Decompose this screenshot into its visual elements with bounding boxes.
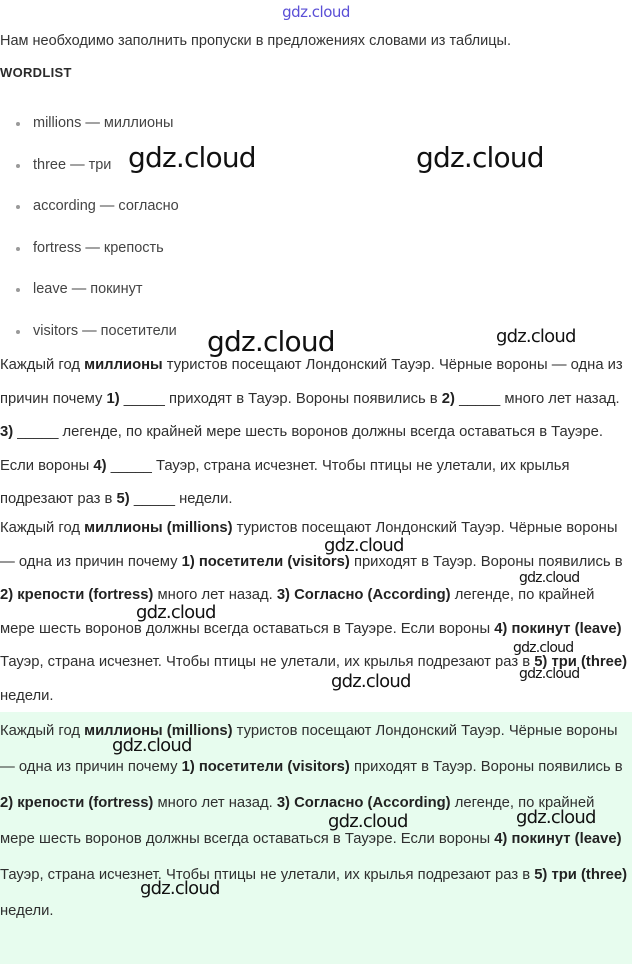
wordlist-heading: WORDLIST (0, 65, 72, 80)
watermark: gdz.cloud (324, 535, 404, 556)
watermark: gdz.cloud (331, 671, 411, 692)
watermark: gdz.cloud (416, 141, 544, 174)
watermark: gdz.cloud (112, 735, 192, 756)
list-item: visitors — посетители (14, 311, 179, 353)
watermark: gdz.cloud (128, 141, 256, 174)
list-item: according — согласно (14, 186, 179, 228)
list-item: millions — миллионы (14, 103, 179, 145)
list-item: fortress — крепость (14, 228, 179, 270)
intro-text: Нам необходимо заполнить пропуски в предложениях словами из таблицы. (0, 33, 511, 49)
watermark: gdz.cloud (513, 640, 574, 656)
list-item: three — три (14, 145, 179, 187)
watermark: gdz.cloud (136, 602, 216, 623)
solution-text: Каждый год миллионы (millions) туристов посещают Лондонский Тауэр. Чёрные вороны — одна из причин почему 1) посетители (visitors) приходят в Тауэр. Вороны появились в 2) крепости (fortress) много лет назад. 3) Согласно (According) легенде, по крайней мере шесть воронов должны всегда оставаться в Тауэре. Если вороны 4) покинут (leave) Тауэр, страна исчезнет. Чтобы птицы не улетали, их крылья подрезают раз в 5) три (three) недели. (0, 520, 628, 704)
task-text: Каждый год миллионы туристов посещают Лондонский Тауэр. Чёрные вороны — одна из причин почему 1) _____ приходят в Тауэр. Вороны появились в 2) _____ много лет назад. 3) _____ легенде, по крайней мере шесть воронов должны всегда оставаться в Тауэре. Если вороны 4) _____ Тауэр, страна исчезнет. Чтобы птицы не улетали, их крылья подрезают раз в 5) _____ недели. (0, 357, 623, 508)
watermark: gdz.cloud (519, 570, 580, 586)
watermark: gdz.cloud (328, 811, 408, 832)
watermark: gdz.cloud (496, 326, 576, 347)
watermark: gdz.cloud (140, 878, 220, 899)
site-logo[interactable]: gdz.cloud (282, 3, 350, 21)
watermark: gdz.cloud (516, 807, 596, 828)
watermark: gdz.cloud (519, 666, 580, 682)
list-item: leave — покинут (14, 269, 179, 311)
watermark: gdz.cloud (207, 325, 335, 358)
answer-text: Каждый год миллионы (millions) туристов посещают Лондонский Тауэр. Чёрные вороны — одна из причин почему 1) посетители (visitors) приходят в Тауэр. Вороны появились в 2) крепости (fortress) много лет назад. 3) Согласно (According) легенде, по крайней мере шесть воронов должны всегда оставаться в Тауэре. Если вороны 4) покинут (leave) Тауэр, страна исчезнет. Чтобы птицы не улетали, их крылья подрезают раз в 5) три (three) недели. (0, 723, 628, 919)
